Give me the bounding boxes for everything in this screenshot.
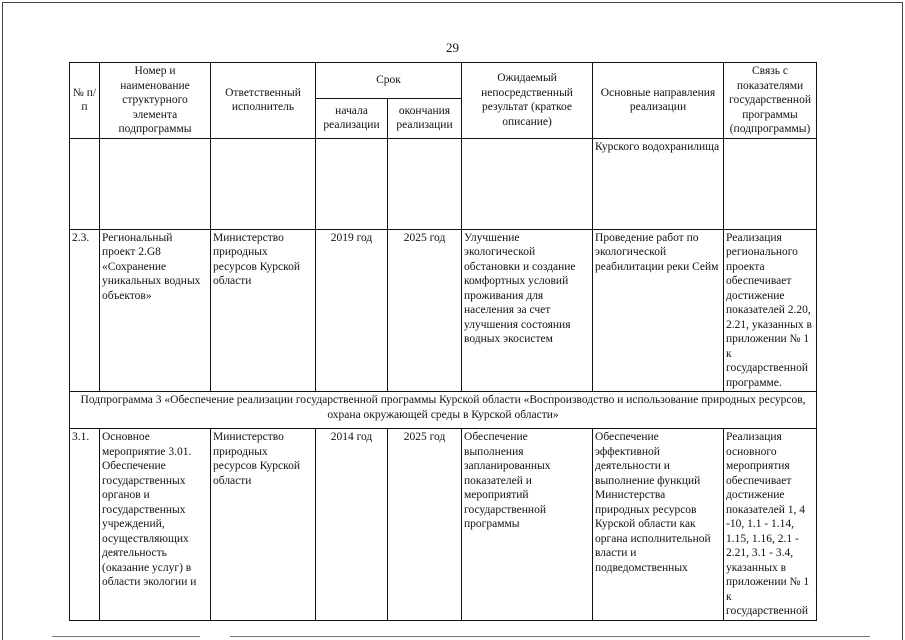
header-term-end: окончания реализации bbox=[388, 98, 462, 138]
cell-directions: Курского водохранилища bbox=[593, 138, 724, 229]
cell-num: 2.3. bbox=[70, 229, 100, 392]
header-directions: Основные направления реализации bbox=[593, 63, 724, 139]
table-row bbox=[70, 429, 817, 621]
cell-start: 2014 год bbox=[316, 429, 388, 621]
cell-end: 2025 год bbox=[388, 429, 462, 621]
cell-executor bbox=[211, 138, 316, 229]
subprogram-row bbox=[70, 392, 817, 429]
footer-line bbox=[52, 636, 200, 637]
cell-num bbox=[70, 138, 100, 229]
cell-result bbox=[462, 138, 593, 229]
header-term-start: начала реализации bbox=[316, 98, 388, 138]
cell-element: Региональный проект 2.G8 «Сохранение уникальных водных объектов» bbox=[100, 229, 211, 392]
page-border-left bbox=[2, 2, 3, 640]
cell-end bbox=[388, 138, 462, 229]
cell-start bbox=[316, 138, 388, 229]
table-row bbox=[70, 229, 817, 392]
cell-result: Улучшение экологической обстановки и создание комфортных условий проживания для населения за счет улучшения состояния водных экосистем bbox=[462, 229, 593, 392]
cell-executor: Министерство природных ресурсов Курской области bbox=[211, 429, 316, 621]
cell-end: 2025 год bbox=[388, 229, 462, 392]
cell-link bbox=[724, 138, 817, 229]
footer-line bbox=[230, 636, 870, 637]
cell-link: Реализация основного мероприятия обеспечивает достижение показателей 1, 4 -10, 1.1 - 1.14, 1.15, 1.16, 2.1 - 2.21, 3.1 - 3.4, указанных в приложении № 1 к государственной bbox=[724, 429, 817, 621]
page-border-right bbox=[902, 2, 903, 640]
header-link: Связь с показателями государственной программы (подпрограммы) bbox=[724, 63, 817, 139]
cell-directions: Обеспечение эффективной деятельности и выполнение функций Министерства природных ресурсов Курской области как органа исполнительной власти и подведомственных bbox=[593, 429, 724, 621]
cell-link: Реализация регионального проекта обеспечивает достижение показателей 2.20, 2.21, указанных в приложении № 1 к государственной программе. bbox=[724, 229, 817, 392]
page-border-top bbox=[2, 2, 903, 3]
cell-element: Основное мероприятие 3.01. Обеспечение государственных органов и государственных учреждений, осуществляющих деятельность (оказание услуг) в области экологии и bbox=[100, 429, 211, 621]
header-num: № п/п bbox=[70, 63, 100, 139]
cell-num: 3.1. bbox=[70, 429, 100, 621]
cell-element bbox=[100, 138, 211, 229]
header-term: Срок bbox=[316, 63, 462, 99]
cell-start: 2019 год bbox=[316, 229, 388, 392]
header-result: Ожидаемый непосредственный результат (краткое описание) bbox=[462, 63, 593, 139]
program-table bbox=[69, 62, 817, 621]
cell-result: Обеспечение выполнения запланированных показателей и мероприятий государственной программы bbox=[462, 429, 593, 621]
header-executor: Ответственный исполнитель bbox=[211, 63, 316, 139]
subprogram-title: Подпрограмма 3 «Обеспечение реализации государственной программы Курской области «Воспроизводство и использование природных ресурсов, охрана окружающей среды в Курской области» bbox=[70, 392, 817, 429]
page-number: 29 bbox=[446, 40, 459, 55]
cell-directions: Проведение работ по экологической реабилитации реки Сейм bbox=[593, 229, 724, 392]
table-row bbox=[70, 138, 817, 229]
header-row-1 bbox=[70, 63, 817, 99]
cell-executor: Министерство природных ресурсов Курской области bbox=[211, 229, 316, 392]
header-element: Номер и наименование структурного элемента подпрограммы bbox=[100, 63, 211, 139]
